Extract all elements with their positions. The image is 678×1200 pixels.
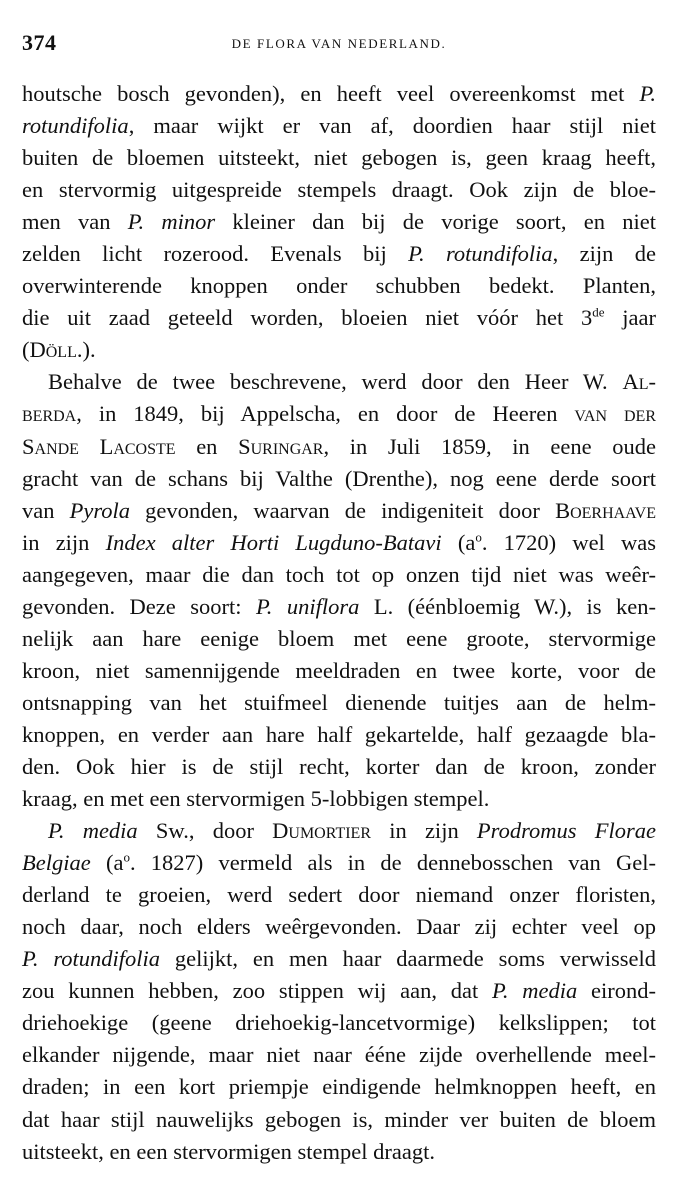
- text-segment: en stervormig uitgespreide stempels draagt. Ook zijn de bloe-: [22, 177, 656, 203]
- text-segment: kraag, en met een stervormigen 5-lobbigen stempel.: [22, 786, 490, 812]
- text-line: [22, 302, 656, 334]
- italic-text: P. rotundifolia: [22, 946, 161, 972]
- text-line: [22, 591, 656, 623]
- text-line: [22, 687, 656, 719]
- text-segment: den. Ook hier is de stijl recht, korter dan de kroon, zonder: [22, 753, 656, 779]
- small-caps-text: Sande Lacoste: [22, 433, 176, 459]
- italic-text: P. media: [48, 818, 138, 844]
- text-segment: die uit zaad geteeld worden, bloeien niet vóór het 3: [22, 305, 593, 331]
- text-line: [22, 431, 656, 463]
- text-line: [22, 334, 656, 366]
- italic-text: rotundifolia: [22, 113, 129, 139]
- text-segment: gelijkt, en men haar daarmede soms verwisseld: [160, 946, 656, 972]
- text-segment: en: [175, 433, 239, 459]
- text-segment: , in 1849, bij Appelscha, en door de Heeren: [76, 401, 575, 427]
- text-line: [22, 110, 656, 142]
- italic-text: P.: [639, 81, 656, 106]
- text-line: [22, 623, 656, 655]
- text-segment: (a: [90, 850, 124, 876]
- text-segment: kroon, niet samennijgende meeldraden en twee korte, voor de: [22, 657, 656, 683]
- superscript-text: de: [592, 304, 605, 320]
- text-line: [22, 238, 656, 270]
- small-caps-text: Boerhaave: [555, 497, 656, 523]
- text-segment: jaar: [604, 305, 657, 331]
- text-line: [22, 78, 656, 110]
- text-line: [22, 366, 656, 398]
- text-line: [22, 174, 656, 206]
- small-caps-text: van der: [574, 401, 656, 427]
- text-segment: draden; in een kort priempje eindigende helmknoppen heeft, en: [22, 1074, 656, 1100]
- text-segment: in zijn: [22, 529, 106, 555]
- text-line: [22, 463, 656, 495]
- text-segment: Behalve de twee beschrevene, werd door den Heer W.: [48, 369, 623, 395]
- text-segment: dat haar stijl nauwelijks gebogen is, minder ver buiten de bloem: [22, 1106, 656, 1132]
- italic-text: P. media: [492, 978, 578, 1004]
- small-caps-text: berda: [22, 401, 77, 427]
- italic-text: P. rotundifolia: [408, 241, 553, 267]
- text-segment: zelden licht rozerood. Evenals bij: [22, 241, 409, 267]
- text-line: [22, 1071, 656, 1103]
- italic-text: Pyrola: [69, 497, 131, 523]
- text-line: [22, 559, 656, 591]
- text-segment: van: [22, 497, 70, 523]
- small-caps-text: Suringar: [238, 433, 324, 459]
- text-segment: houtsche bosch gevonden), en heeft veel overeenkomst met: [22, 81, 640, 106]
- text-segment: in zijn: [371, 818, 477, 844]
- text-segment: knoppen, en verder aan hare half gekartelde, half gezaagde bla-: [22, 721, 656, 747]
- text-line: [22, 142, 656, 174]
- text-line: [22, 1104, 656, 1136]
- text-line: [22, 1039, 656, 1071]
- text-segment: overwinterende knoppen onder schubben bedekt. Planten,: [22, 273, 656, 299]
- text-segment: gevonden, waarvan de indigeniteit door: [130, 497, 556, 523]
- text-line: [22, 1007, 656, 1039]
- text-segment: uitsteekt, en een stervormigen stempel draagt.: [22, 1138, 435, 1164]
- running-head: DE FLORA VAN NEDERLAND.: [231, 36, 447, 51]
- text-segment: . 1827) vermeld als in de dennebosschen van Gel-: [129, 850, 657, 876]
- text-segment: . 1720) wel was: [481, 529, 656, 555]
- text-line: [22, 879, 656, 911]
- text-line: [22, 751, 656, 783]
- text-line: [22, 655, 656, 687]
- text-segment: derland te groeien, werd sedert door niemand onzer floristen,: [22, 882, 656, 908]
- small-caps-text: Dumortier: [272, 818, 371, 844]
- small-caps-text: Döll.: [29, 337, 83, 363]
- text-line: [22, 719, 656, 751]
- text-segment: elkander nijgende, maar niet naar ééne zijde overhellende meel-: [22, 1042, 656, 1068]
- text-line: [22, 815, 656, 847]
- text-segment: , in Juli 1859, in eene oude: [323, 433, 656, 459]
- italic-text: P. minor: [127, 209, 216, 235]
- page-header: [22, 30, 656, 58]
- text-segment: , maar wijkt er van af, doordien haar stijl niet: [128, 113, 656, 139]
- text-segment: buiten de bloemen uitsteekt, niet gebogen is, geen kraag heeft,: [22, 145, 656, 171]
- text-segment: , zijn de: [552, 241, 656, 267]
- small-caps-text: Al-: [622, 369, 656, 395]
- italic-text: Prodromus Florae: [476, 818, 656, 844]
- text-segment: (: [22, 337, 30, 363]
- text-line: [22, 1136, 656, 1168]
- italic-text: P. uniflora: [255, 593, 360, 619]
- text-line: [22, 495, 656, 527]
- text-segment: men van: [22, 209, 128, 235]
- text-line: [22, 270, 656, 302]
- text-line: [22, 527, 656, 559]
- text-segment: driehoekige (geene driehoekig-lancetvormige) kelkslippen; tot: [22, 1010, 656, 1036]
- text-segment: zou kunnen hebben, zoo stippen wij aan, dat: [22, 978, 493, 1004]
- superscript-text: o: [123, 849, 130, 865]
- text-segment: ).: [82, 337, 96, 363]
- text-segment: L. (éénbloemig W.), is ken-: [359, 593, 656, 619]
- superscript-text: o: [475, 529, 482, 545]
- body-text: [22, 78, 656, 1168]
- italic-text: Index alter Horti Lugduno-Batavi: [105, 529, 442, 555]
- text-line: [22, 847, 656, 879]
- text-line: [22, 206, 656, 238]
- text-segment: eirond-: [577, 978, 656, 1004]
- text-segment: (a: [441, 529, 476, 555]
- page-number: 374: [22, 30, 57, 55]
- text-line: [22, 398, 656, 430]
- text-segment: noch daar, noch elders weêrgevonden. Daar zij echter veel op: [22, 914, 656, 940]
- text-segment: Sw., door: [137, 818, 273, 844]
- text-line: [22, 975, 656, 1007]
- text-segment: gracht van de schans bij Valthe (Drenthe), nog eene derde soort: [22, 465, 656, 491]
- text-segment: aangegeven, maar die dan toch tot op onzen tijd niet was weêr-: [22, 561, 656, 587]
- text-segment: gevonden. Deze soort:: [22, 593, 256, 619]
- italic-text: Belgiae: [22, 850, 91, 876]
- text-segment: ontsnapping van het stuifmeel dienende tuitjes aan de helm-: [22, 689, 656, 715]
- text-segment: kleiner dan bij de vorige soort, en niet: [215, 209, 656, 235]
- text-segment: nelijk aan hare eenige bloem met eene groote, stervormige: [22, 625, 656, 651]
- text-line: [22, 943, 656, 975]
- text-line: [22, 911, 656, 943]
- text-line: [22, 783, 656, 815]
